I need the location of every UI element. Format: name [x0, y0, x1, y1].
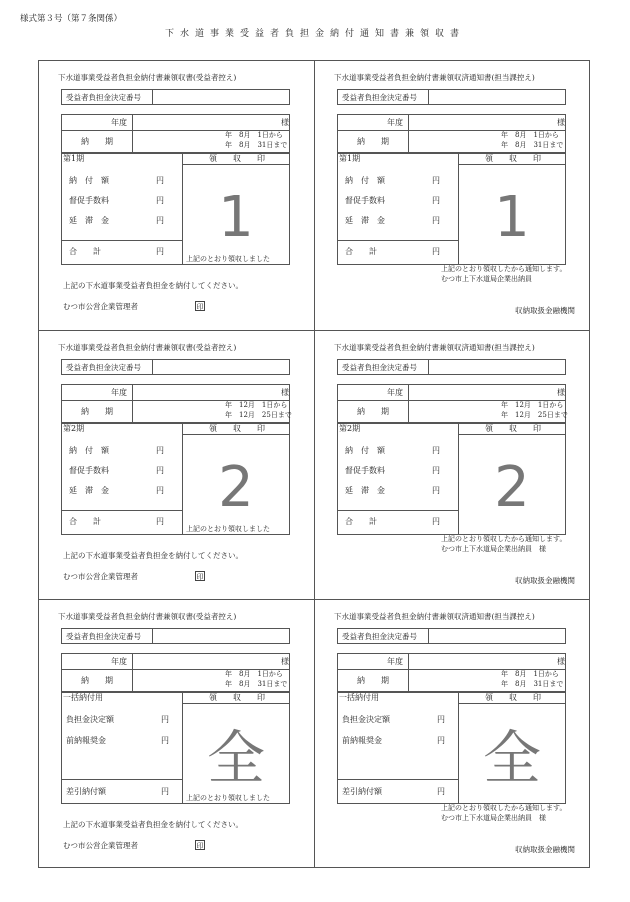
row3-left-date-from: 年 8月 1日から [225, 670, 283, 678]
row3-right-period-label: 一括納付用 [339, 693, 379, 702]
row1-right-sama-label: 様 [557, 118, 565, 127]
row3-left-total-line [61, 779, 182, 780]
row2-left-sama-label: 様 [281, 388, 289, 397]
row1-right-yen-1: 円 [432, 176, 440, 185]
row2-left-period-vline [132, 384, 133, 423]
row3-left-yen-4: 円 [161, 787, 169, 796]
row3-right-cashier-text: むつ市上下水道局企業出納員 様 [441, 814, 546, 822]
row1-left-sama-label: 様 [281, 118, 289, 127]
row3-left-kesteigaku-label: 負担金決定額 [66, 715, 114, 724]
row1-left-decision-label: 受益者負担金決定番号 [66, 93, 141, 102]
row2-left-decision-label: 受益者負担金決定番号 [66, 363, 141, 372]
row2-left-notice-text: 上記の下水道事業受益者負担金を納付してください。 [63, 551, 243, 560]
row-divider-2 [38, 599, 590, 600]
row2-right-period-vline [408, 384, 409, 423]
row3-left-period-label: 一括納付用 [63, 693, 103, 702]
row1-right-cashier-text: むつ市上下水道局企業出納員 [441, 275, 532, 283]
row3-right-notified-text: 上記のとおり領収したから通知します。 [441, 804, 567, 812]
row2-right-tokusoku-label: 督促手数料 [345, 466, 385, 475]
row1-right-period-mark: 1 [494, 185, 530, 250]
row1-right-nouki-label: 納 期 [357, 137, 389, 146]
row1-right-gokei-label: 合 計 [345, 247, 377, 256]
row3-right-decision-divider [428, 628, 429, 644]
row2-left-period-label: 第2期 [63, 424, 85, 433]
row2-left-yen-4: 円 [156, 517, 164, 526]
row1-right-period-label: 第1期 [339, 154, 361, 163]
row1-right-institution-label: 収納取扱金融機関 [515, 306, 575, 315]
row2-left-seal-icon: 印 [196, 573, 204, 581]
row1-left-date-from: 年 8月 1日から [225, 131, 283, 139]
row2-left-nendo-label: 年度 [111, 388, 127, 397]
row1-left-seal-icon: 印 [196, 303, 204, 311]
row2-left-ryoshu-in-label: 領 収 印 [209, 424, 265, 433]
row2-left-stamp-header-line [182, 434, 290, 435]
row2-right-nendo-label: 年度 [387, 388, 403, 397]
row3-right-yen-4: 円 [437, 787, 445, 796]
row1-left-date-to: 年 8月 31日まで [225, 141, 288, 149]
row2-right-gokei-label: 合 計 [345, 517, 377, 526]
row1-right-ryoshu-in-label: 領 収 印 [485, 154, 541, 163]
row1-left-gokei-label: 合 計 [69, 247, 101, 256]
row2-left-yen-2: 円 [156, 466, 164, 475]
row2-right-sama-label: 様 [557, 388, 565, 397]
row1-left-yen-1: 円 [156, 176, 164, 185]
row2-left-yen-1: 円 [156, 446, 164, 455]
row1-left-nendo-label: 年度 [111, 118, 127, 127]
row2-right-period-label: 第2期 [339, 424, 361, 433]
row3-left-ryoshu-in-label: 領 収 印 [209, 693, 265, 702]
row3-right-title: 下水道事業受益者負担金納付書兼領収済通知書(担当課控え) [334, 612, 535, 621]
row1-left-period-label: 第1期 [63, 154, 85, 163]
row-divider-1 [38, 330, 590, 331]
row3-left-nendo-label: 年度 [111, 657, 127, 666]
row3-left-notice-text: 上記の下水道事業受益者負担金を納付してください。 [63, 820, 243, 829]
row3-right-sashihiki-label: 差引納付額 [342, 787, 382, 796]
row1-left-nofugaku-label: 納 付 額 [69, 176, 109, 185]
row3-left-received-text: 上記のとおり領収しました [186, 794, 270, 802]
row2-right-institution-label: 収納取扱金融機関 [515, 576, 575, 585]
row2-right-decision-divider [428, 359, 429, 375]
row2-right-yen-2: 円 [432, 466, 440, 475]
row1-right-nendo-label: 年度 [387, 118, 403, 127]
form-number-label: 様式第３号（第７条関係） [20, 14, 123, 24]
row2-left-date-to: 年 12月 25日まで [225, 411, 292, 419]
row3-right-ryoshu-in-label: 領 収 印 [485, 693, 541, 702]
document-title: 下水道事業受益者負担金納付通知書兼領収書 [164, 29, 465, 39]
row3-right-zennou-label: 前納報奨金 [342, 736, 382, 745]
row3-right-date-from: 年 8月 1日から [501, 670, 559, 678]
row3-right-institution-label: 収納取扱金融機関 [515, 845, 575, 854]
row2-right-total-line [337, 510, 458, 511]
row1-left-period-mark: 1 [218, 185, 254, 250]
row1-left-decision-divider [152, 89, 153, 105]
row3-left-period-vline [132, 653, 133, 692]
row3-right-period-mark: 全 [482, 724, 541, 792]
row1-right-yen-3: 円 [432, 216, 440, 225]
row1-left-yen-3: 円 [156, 216, 164, 225]
row1-right-date-to: 年 8月 31日まで [501, 141, 564, 149]
row2-right-stamp-header-line [458, 434, 566, 435]
row1-right-yen-4: 円 [432, 247, 440, 256]
row2-right-nofugaku-label: 納 付 額 [345, 446, 385, 455]
row3-left-stamp-header-line [182, 703, 290, 704]
row2-right-yen-1: 円 [432, 446, 440, 455]
row2-left-entai-label: 延 滞 金 [69, 486, 109, 495]
row1-right-yen-2: 円 [432, 196, 440, 205]
row1-right-decision-label: 受益者負担金決定番号 [342, 93, 417, 102]
row2-left-title: 下水道事業受益者負担金納付書兼領収書(受益者控え) [58, 343, 237, 352]
row2-left-manager-label: むつ市公営企業管理者 [63, 572, 138, 581]
row3-right-total-line [337, 779, 458, 780]
vertical-divider [314, 60, 315, 868]
row1-left-nouki-label: 納 期 [81, 137, 113, 146]
row3-left-yen-2: 円 [161, 736, 169, 745]
row2-left-period-mark: 2 [218, 455, 254, 520]
row3-left-yen-1: 円 [161, 715, 169, 724]
row1-left-manager-label: むつ市公営企業管理者 [63, 302, 138, 311]
row2-left-nouki-label: 納 期 [81, 407, 113, 416]
row3-right-nendo-label: 年度 [387, 657, 403, 666]
row1-right-entai-label: 延 滞 金 [345, 216, 385, 225]
row2-left-tokusoku-label: 督促手数料 [69, 466, 109, 475]
row3-left-seal-icon: 印 [196, 842, 204, 850]
row2-right-yen-3: 円 [432, 486, 440, 495]
row1-left-entai-label: 延 滞 金 [69, 216, 109, 225]
row2-right-notified-text: 上記のとおり領収したから通知します。 [441, 535, 567, 543]
row3-left-title: 下水道事業受益者負担金納付書兼領収書(受益者控え) [58, 612, 237, 621]
row3-right-stamp-header-line [458, 703, 566, 704]
row1-left-ryoshu-in-label: 領 収 印 [209, 154, 265, 163]
row1-left-title: 下水道事業受益者負担金納付書兼領収書(受益者控え) [58, 73, 237, 82]
row3-left-decision-divider [152, 628, 153, 644]
row1-right-notified-text: 上記のとおり領収したから通知します。 [441, 265, 567, 273]
row3-right-sama-label: 様 [557, 657, 565, 666]
row3-left-manager-label: むつ市公営企業管理者 [63, 841, 138, 850]
row3-left-decision-label: 受益者負担金決定番号 [66, 632, 141, 641]
row2-left-date-from: 年 12月 1日から [225, 401, 288, 409]
row1-left-received-text: 上記のとおり領収しました [186, 255, 270, 263]
row2-right-date-from: 年 12月 1日から [501, 401, 564, 409]
row3-right-yen-2: 円 [437, 736, 445, 745]
row1-right-total-line [337, 240, 458, 241]
row3-right-yen-1: 円 [437, 715, 445, 724]
row3-right-decision-label: 受益者負担金決定番号 [342, 632, 417, 641]
row2-left-received-text: 上記のとおり領収しました [186, 525, 270, 533]
row3-right-date-to: 年 8月 31日まで [501, 680, 564, 688]
row2-right-date-to: 年 12月 25日まで [501, 411, 568, 419]
row2-right-decision-label: 受益者負担金決定番号 [342, 363, 417, 372]
row2-right-ryoshu-in-label: 領 収 印 [485, 424, 541, 433]
row1-left-notice-text: 上記の下水道事業受益者負担金を納付してください。 [63, 281, 243, 290]
row1-right-stamp-header-line [458, 164, 566, 165]
row2-left-gokei-label: 合 計 [69, 517, 101, 526]
row3-left-zennou-label: 前納報奨金 [66, 736, 106, 745]
row2-left-nofugaku-label: 納 付 額 [69, 446, 109, 455]
row1-left-stamp-header-line [182, 164, 290, 165]
row2-right-yen-4: 円 [432, 517, 440, 526]
row2-right-entai-label: 延 滞 金 [345, 486, 385, 495]
row1-right-tokusoku-label: 督促手数料 [345, 196, 385, 205]
row2-right-period-mark: 2 [494, 455, 530, 520]
row2-left-yen-3: 円 [156, 486, 164, 495]
row1-right-date-from: 年 8月 1日から [501, 131, 559, 139]
row1-right-nofugaku-label: 納 付 額 [345, 176, 385, 185]
row1-left-total-line [61, 240, 182, 241]
row2-right-cashier-text: むつ市上下水道局企業出納員 様 [441, 545, 546, 553]
row3-left-nouki-label: 納 期 [81, 676, 113, 685]
row3-left-period-mark: 全 [206, 724, 265, 792]
row2-left-total-line [61, 510, 182, 511]
row2-left-decision-divider [152, 359, 153, 375]
row1-left-period-vline [132, 114, 133, 153]
row3-left-date-to: 年 8月 31日まで [225, 680, 288, 688]
row1-right-period-vline [408, 114, 409, 153]
row1-left-tokusoku-label: 督促手数料 [69, 196, 109, 205]
row1-left-yen-2: 円 [156, 196, 164, 205]
row2-right-title: 下水道事業受益者負担金納付書兼領収済通知書(担当課控え) [334, 343, 535, 352]
row3-right-kesteigaku-label: 負担金決定額 [342, 715, 390, 724]
row1-right-decision-divider [428, 89, 429, 105]
row3-left-sashihiki-label: 差引納付額 [66, 787, 106, 796]
row2-right-nouki-label: 納 期 [357, 407, 389, 416]
row3-right-nouki-label: 納 期 [357, 676, 389, 685]
row1-right-title: 下水道事業受益者負担金納付書兼領収済通知書(担当課控え) [334, 73, 535, 82]
row3-right-period-vline [408, 653, 409, 692]
row1-left-yen-4: 円 [156, 247, 164, 256]
row3-left-sama-label: 様 [281, 657, 289, 666]
